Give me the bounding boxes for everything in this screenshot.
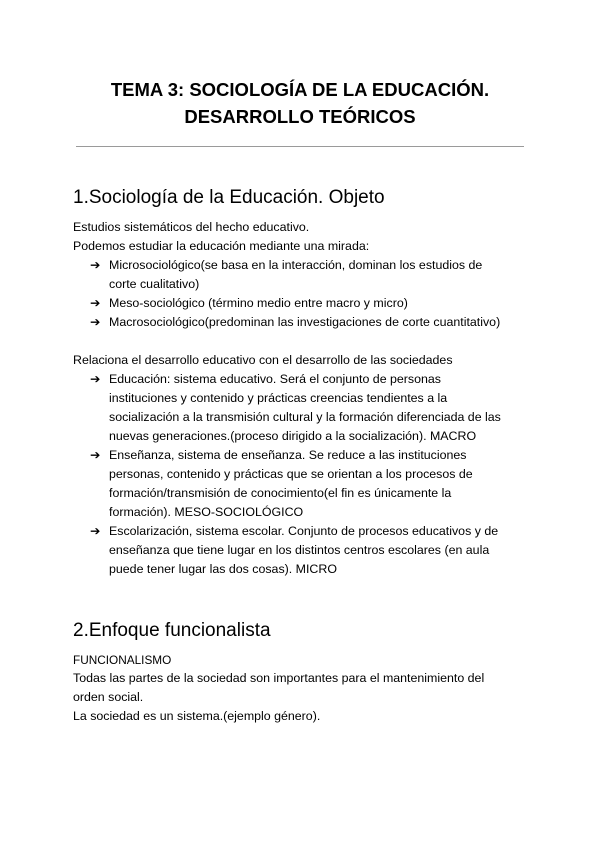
list-item-line: formación). MESO-SOCIOLÓGICO	[109, 505, 304, 519]
list-item	[90, 256, 542, 294]
arrow-bullet-icon: ➔	[90, 258, 101, 272]
arrow-bullet-icon: ➔	[90, 372, 101, 386]
list-item-line: nuevas generaciones.(proceso dirigido a la socialización). MACRO	[109, 429, 477, 443]
list-item-line: Educación: sistema educativo. Será el conjunto de personas	[109, 372, 441, 386]
list-item-line: personas, contenido y prácticas que se orientan a los procesos de	[109, 467, 473, 481]
list-item-line: socialización a la transmisión cultural y la formación diferenciada de las	[109, 410, 501, 424]
list-item-line: Microsociológico(se basa en la interacción, dominan los estudios de	[109, 258, 483, 272]
section-2-line-3: La sociedad es un sistema.(ejemplo género).	[73, 709, 321, 723]
list-item-line: formación/transmisión de conocimiento(el fin es únicamente la	[109, 486, 452, 500]
list-item-line: Macrosociológico(predominan las investigaciones de corte cuantitativo)	[109, 315, 501, 329]
list-item-line: instituciones y contenido y prácticas creencias tendientes a la	[109, 391, 448, 405]
title-line-2: DESARROLLO TEÓRICOS	[184, 106, 416, 127]
relaciona-paragraph: Relaciona el desarrollo educativo con el desarrollo de las sociedades	[73, 353, 453, 367]
list-item-line: Escolarización, sistema escolar. Conjunto de procesos educativos y de	[109, 524, 499, 538]
list-item	[90, 522, 542, 579]
title-line-1: TEMA 3: SOCIOLOGÍA DE LA EDUCACIÓN.	[110, 79, 490, 100]
list-item-line: corte cualitativo)	[109, 277, 200, 291]
section-2-line-1: Todas las partes de la sociedad son importantes para el mantenimiento del	[73, 671, 485, 685]
section-1-heading: 1.Sociología de la Educación. Objeto	[73, 187, 385, 208]
list-item-line: enseñanza que tiene lugar en los distintos centros escolares (en aula	[109, 543, 490, 557]
list-item-line: Meso-sociológico (término medio entre macro y micro)	[109, 296, 408, 310]
section-1-intro-2: Podemos estudiar la educación mediante una mirada:	[73, 239, 370, 253]
section-2-heading: 2.Enfoque funcionalista	[73, 620, 271, 641]
arrow-bullet-icon: ➔	[90, 315, 101, 329]
section-1-intro-1: Estudios sistemáticos del hecho educativo.	[73, 220, 310, 234]
list-item	[90, 370, 542, 446]
arrow-bullet-icon: ➔	[90, 524, 101, 538]
document-title	[40, 76, 560, 130]
arrow-bullet-icon: ➔	[90, 296, 101, 310]
list-item	[90, 313, 542, 332]
section-2-label: FUNCIONALISMO	[73, 653, 172, 667]
arrow-bullet-icon: ➔	[90, 448, 101, 462]
list-item-line: puede tener lugar las dos cosas). MICRO	[109, 562, 337, 576]
title-divider	[76, 146, 524, 147]
list-item	[90, 446, 542, 522]
list-item-line: Enseñanza, sistema de enseñanza. Se reduce a las instituciones	[109, 448, 467, 462]
section-2-line-2: orden social.	[73, 690, 144, 704]
list-item	[90, 294, 542, 313]
